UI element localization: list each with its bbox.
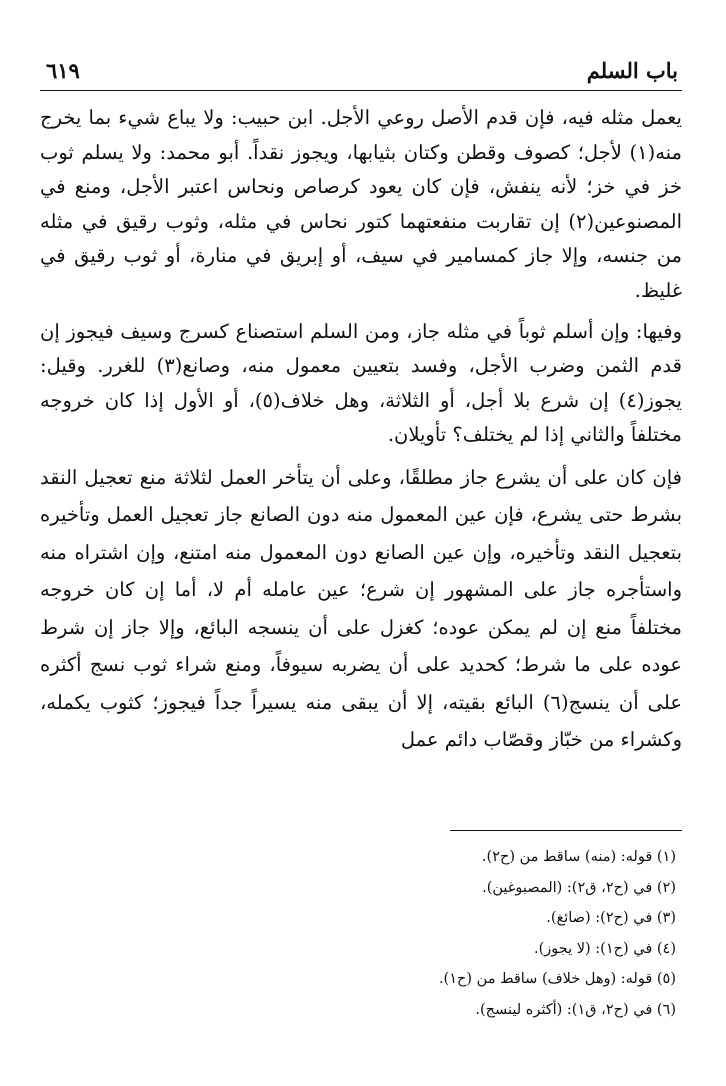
paragraph: وفيها: وإن أسلم ثوباً في مثله جاز، ومن السلم استصناع كسرج وسيف فيجوز إن قدم الثمن وضرب الأجل، وفسد بتعيين معمول منه، وصانع(٣) للغرر. وقيل: يجوز(٤) إن شرع بلا أجل، أو الثلاثة، وهل خلاف(٥)، أو الأول إذا كان خروجه مختلفاً والثاني إذا لم يختلف؟ تأويلان. <box>40 319 682 447</box>
footnote-item: (١) قوله: (منه) ساقط من (ح٢). <box>481 849 676 865</box>
book-page <box>40 52 682 1052</box>
footnote-item: (٥) قوله: (وهل خلاف) ساقط من (ح١). <box>438 971 676 988</box>
chapter-title: باب السلم <box>586 58 678 83</box>
footnotes <box>76 842 676 1026</box>
footnote-item: (٦) في (ح٢، ق١): (أكثره لينسج). <box>475 1001 676 1018</box>
footnote-divider <box>450 830 682 831</box>
footnote-item: (٤) في (ح١): (لا يجوز). <box>533 940 676 957</box>
footnote-item: (٣) في (ح٢): (صائغ). <box>546 910 676 927</box>
paragraph: يعمل مثله فيه، فإن قدم الأصل روعي الأجل. ابن حبيب: ولا يباع شيء بما يخرج منه(١) لأجل؛ كصوف وقطن وكتان بثيابها، ويجوز نقداً. أبو محمد: ولا يسلم ثوب خز في خز؛ لأنه ينفش، فإن كان يعود كرصاص ونحاس اعتبر الأجل، ومنع في المصنوعين(٢) إن تقاربت منفعتهما كتور نحاس في مثله، وثوب رقيق في مثله من جنسه، وإلا جاز كمسامير في سيف، أو إبريق في منارة، أو ثوب رقيق في غليظ. <box>40 106 682 302</box>
page-header <box>40 52 682 91</box>
footnote-item: (٢) في (ح٢، ق٢): (المصبوغين). <box>482 879 676 896</box>
page-number: ٦١٩ <box>46 58 80 83</box>
paragraph: فإن كان على أن يشرع جاز مطلقًا، وعلى أن يتأخر العمل لثلاثة منع تعجيل النقد بشرط حتى يشرع، فإن عين المعمول منه دون الصانع جاز تعجيل العمل وتأخيره بتعجيل النقد وتأخيره، وإن عين الصانع دون المعمول منه امتنع، وإن اشتراه منه واستأجره جاز على المشهور إن شرع؛ عين عامله أم لا، أما إن كان خروجه مختلفاً منع إن لم يمكن عوده؛ كغزل على أن ينسجه البائع، وإلا جاز إن شرط عوده على ما شرط؛ كحديد على أن يضربه سيوفاً، ومنع شراء ثوب نسج أكثره على أن ينسج(٦) البائع بقيته، إلا أن يبقى منه يسيراً جداً فيجوز؛ كثوب يكمله، وكشراء من خبّاز وقصّاب دائم عمل <box>40 465 682 752</box>
main-text <box>40 101 682 759</box>
